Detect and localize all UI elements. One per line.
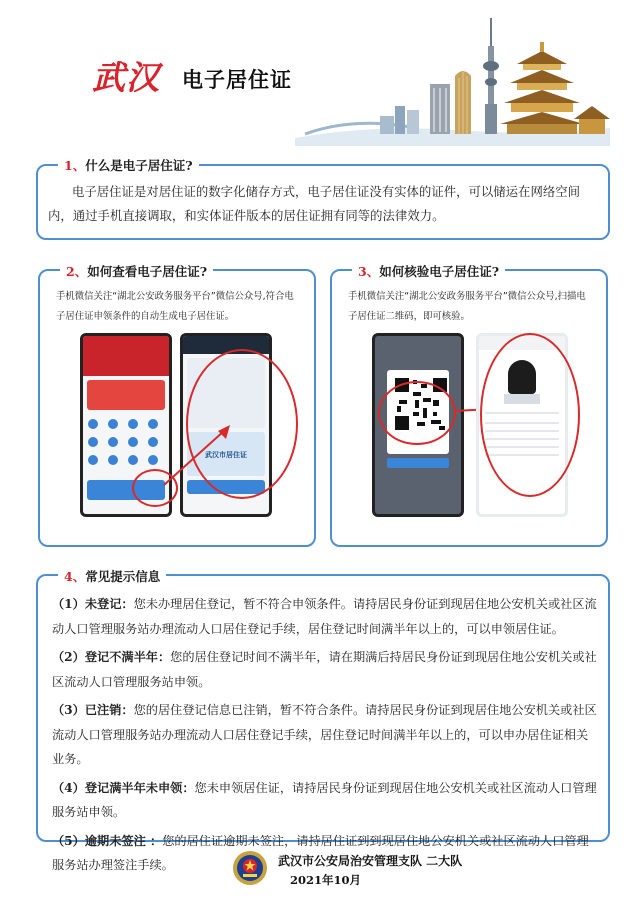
section-how-view-heading (60, 262, 213, 280)
footer-organization: 武汉市公安局治安管理支队 二大队 (278, 854, 463, 868)
tip-label: （5）逾期未签注 ： (52, 833, 163, 848)
tip-item-3 (52, 698, 600, 772)
heading-number: 4、 (64, 569, 86, 584)
card-title: 武汉市居住证 (205, 451, 247, 459)
tip-item-4 (52, 776, 600, 825)
tip-text: 您未办理居住登记，暂不符合申领条件。请持居民身份证到现居住地公安机关或社区流动人口管理服务站办理流动人口居住登记手续，居住登记时间满半年以上的，可以申领居住证。 (52, 597, 597, 636)
heading-number: 2、 (66, 264, 88, 279)
tip-item-1 (52, 592, 600, 641)
tip-label: （2）登记不满半年： (52, 650, 171, 664)
heading-text: 如何核验电子居住证? (379, 264, 500, 279)
tip-text: 您的居住证逾期未签注，请持居住证到到现居住地公安机关或社区流动人口管理服务站办理签注手续。 (52, 833, 589, 872)
wuhan-skyline-illustration (295, 6, 610, 146)
heading-text: 常见提示信息 (85, 569, 161, 584)
section-how-verify (330, 269, 608, 547)
tip-text: 您的居住登记信息已注销，暂不符合条件。请持居民身份证到现居住地公安机关或社区流动人口管理服务站办理流动人口居住登记手续，居住登记时间满半年以上的，可以申办居住证相关业务。 (52, 703, 597, 766)
highlight-oval-qr (378, 381, 456, 445)
heading-number: 1、 (64, 158, 86, 173)
footer-date: 2021年10月 (290, 873, 362, 887)
page-title: 电子居住证 (182, 68, 292, 92)
police-emblem-icon (232, 850, 268, 886)
section-how-view (38, 269, 316, 547)
arrow-icon (160, 421, 240, 491)
section-how-view-text: 手机微信关注“湖北公安政务服务平台”微信公众号,符合电子居住证申领条件的自动生成电子居住证。 (56, 291, 294, 322)
section-how-verify-heading (352, 262, 505, 280)
heading-text: 什么是电子居住证? (85, 158, 193, 173)
heading-number: 3、 (358, 264, 380, 279)
heading-text: 如何查看电子居住证? (87, 264, 208, 279)
header (0, 0, 636, 150)
service-grid-icon (83, 414, 169, 474)
section-how-verify-text: 手机微信关注“湖北公安政务服务平台”微信公众号,扫描电子居住证二维码，即可核验。 (348, 291, 586, 322)
tip-label: （3）已注销： (52, 703, 134, 717)
section-what-is-text: 电子居住证是对居住证的数字化储存方式，电子居住证没有实体的证件，可以储运在网络空间内，通过手机直接调取，和实体证件版本的居住证拥有同等的法律效力。 (48, 184, 581, 223)
highlight-oval-result (480, 333, 580, 497)
title-wuhan: 武汉 (92, 58, 160, 97)
tip-item-2 (52, 645, 600, 694)
section-what-is (36, 164, 610, 240)
tip-label: （4）登记满半年未申领： (52, 780, 195, 795)
section-what-is-heading (58, 156, 199, 174)
tip-text: 您未申领居住证，请持居民身份证到现居住地公安机关或社区流动人口管理服务站申领。 (52, 780, 597, 819)
tip-label: （1）未登记： (52, 597, 134, 611)
tips-list (52, 592, 600, 882)
tip-text: 您的居住登记时间不满半年，请在期满后持居民身份证到现居住地公安机关或社区流动人口管理服务站申领。 (52, 650, 597, 689)
section-tips-heading (58, 567, 166, 585)
